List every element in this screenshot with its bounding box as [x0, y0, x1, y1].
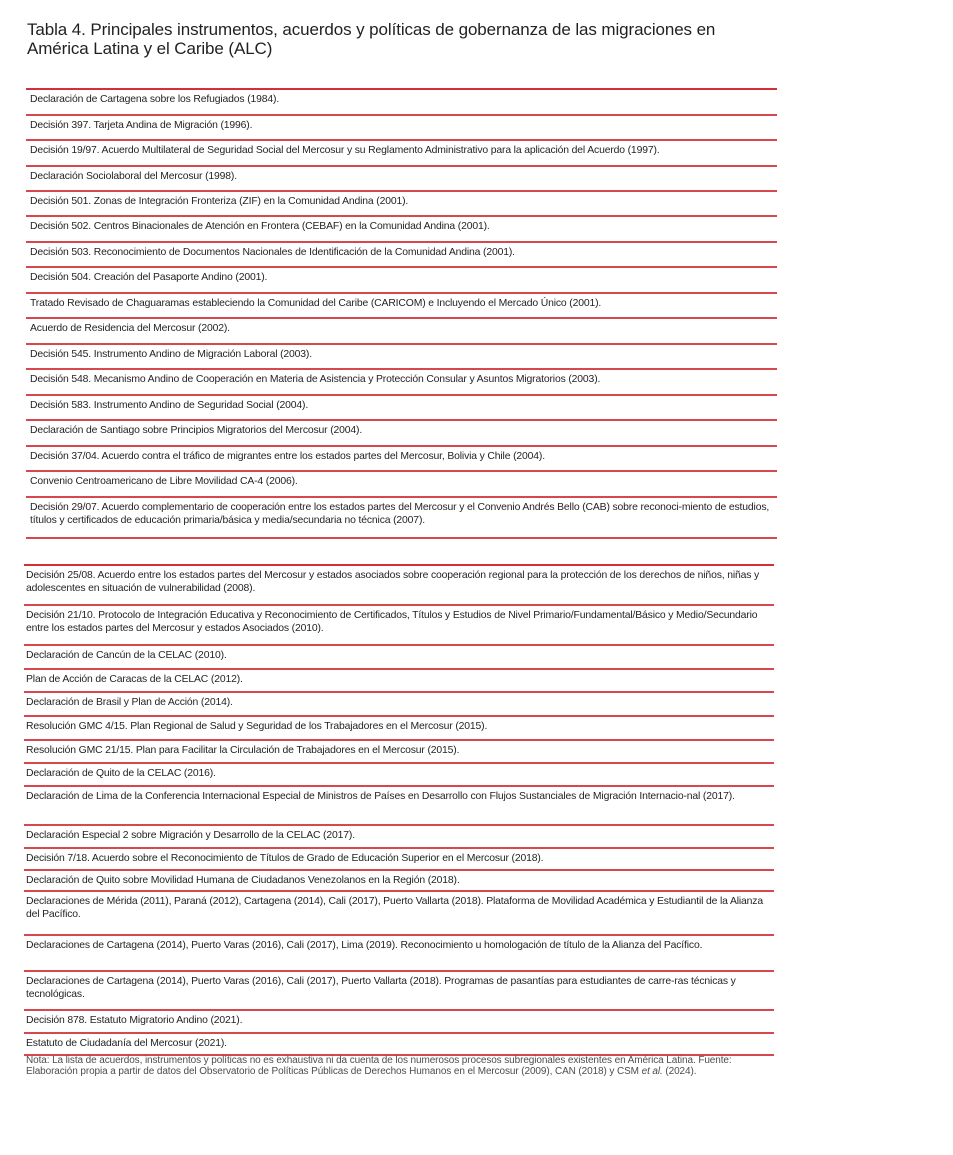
table-row: Decisión 503. Reconocimiento de Documentos Nacionales de Identificación de la Comunidad Andina (2001).: [26, 243, 777, 268]
table-row: Decisión 583. Instrumento Andino de Seguridad Social (2004).: [26, 396, 777, 421]
table-row: Decisión 19/97. Acuerdo Multilateral de Seguridad Social del Mercosur y su Reglamento Administrativo para la aplicación del Acuerdo (1997).: [26, 141, 777, 167]
table-block-1: [26, 88, 777, 539]
table-title: Tabla 4. Principales instrumentos, acuerdos y políticas de gobernanza de las migraciones en América Latina y el Caribe (ALC): [27, 20, 716, 58]
table-row: Declaración Especial 2 sobre Migración y Desarrollo de la CELAC (2017).: [24, 826, 774, 849]
table-row: Decisión 21/10. Protocolo de Integración Educativa y Reconocimiento de Certificados, Títulos y Estudios de Nivel Primario/Fundamental/Básico y Medio/Secundario entre los estados partes del Mercosur y estados Asociados (2010).: [24, 606, 774, 646]
table-row: Declaración Sociolaboral del Mercosur (1998).: [26, 167, 777, 192]
note-text-end: (2024).: [662, 1065, 697, 1077]
note-text: Nota: La lista de acuerdos, instrumentos y políticas no es exhaustiva ni da cuenta de los numerosos procesos subregionales existentes en América Latina. Fuente: Elaboración propia a partir de datos del Observatorio de Políticas Públicas de Derechos Humanos en el Mercosur (2009), CAN (2018) y CSM: [26, 1055, 732, 1077]
table-row: Declaración de Santiago sobre Principios Migratorios del Mercosur (2004).: [26, 421, 777, 447]
table-row: Decisión 397. Tarjeta Andina de Migración (1996).: [26, 116, 777, 141]
table-row: Declaración de Quito sobre Movilidad Humana de Ciudadanos Venezolanos en la Región (2018).: [24, 871, 774, 892]
table-note: [26, 1056, 766, 1077]
table-row: Decisión 548. Mecanismo Andino de Cooperación en Materia de Asistencia y Protección Consular y Asuntos Migratorios (2003).: [26, 370, 777, 396]
table-row: Declaración de Quito de la CELAC (2016).: [24, 764, 774, 787]
table-row: Declaración de Cartagena sobre los Refugiados (1984).: [26, 90, 777, 116]
table-row: Decisión 504. Creación del Pasaporte Andino (2001).: [26, 268, 777, 294]
table-row: Convenio Centroamericano de Libre Movilidad CA-4 (2006).: [26, 472, 777, 498]
table-row: Declaración de Cancún de la CELAC (2010).: [24, 646, 774, 670]
table-row: Decisión 501. Zonas de Integración Fronteriza (ZIF) en la Comunidad Andina (2001).: [26, 192, 777, 217]
table-row: Declaraciones de Cartagena (2014), Puerto Varas (2016), Cali (2017), Puerto Vallarta (2018). Programas de pasantías para estudiantes de carre-ras técnicas y tecnológicas.: [24, 972, 774, 1011]
table-row: Tratado Revisado de Chaguaramas estableciendo la Comunidad del Caribe (CARICOM) e Incluyendo el Mercado Único (2001).: [26, 294, 777, 319]
table-row: Resolución GMC 4/15. Plan Regional de Salud y Seguridad de los Trabajadores en el Mercosur (2015).: [24, 717, 774, 741]
table-row: Decisión 29/07. Acuerdo complementario de cooperación entre los estados partes del Mercosur y el Convenio Andrés Bello (CAB) sobre reconoci-miento de estudios, títulos y certificados de educación primaria/básica y media/secundaria no técnica (2007).: [26, 498, 777, 539]
table-row: Declaración de Brasil y Plan de Acción (2014).: [24, 693, 774, 717]
table-row: Decisión 545. Instrumento Andino de Migración Laboral (2003).: [26, 345, 777, 370]
table-row: Decisión 502. Centros Binacionales de Atención en Frontera (CEBAF) en la Comunidad Andina (2001).: [26, 217, 777, 243]
table-row: Declaraciones de Mérida (2011), Paraná (2012), Cartagena (2014), Cali (2017), Puerto Vallarta (2018). Plataforma de Movilidad Académica y Estudiantil de la Alianza del Pacífico.: [24, 892, 774, 936]
table-row: Declaraciones de Cartagena (2014), Puerto Varas (2016), Cali (2017), Lima (2019). Reconocimiento u homologación de título de la Alianza del Pacífico.: [24, 936, 774, 972]
table-row: Estatuto de Ciudadanía del Mercosur (2021).: [24, 1034, 774, 1056]
table-row: Decisión 878. Estatuto Migratorio Andino (2021).: [24, 1011, 774, 1034]
table-row: Declaración de Lima de la Conferencia Internacional Especial de Ministros de Países en Desarrollo con Flujos Sustanciales de Migración Internacio-nal (2017).: [24, 787, 774, 826]
table-row: Decisión 7/18. Acuerdo sobre el Reconocimiento de Títulos de Grado de Educación Superior en el Mercosur (2018).: [24, 849, 774, 871]
table-block-2: [24, 564, 774, 1056]
table-row: Acuerdo de Residencia del Mercosur (2002).: [26, 319, 777, 345]
table-row: Decisión 37/04. Acuerdo contra el tráfico de migrantes entre los estados partes del Mercosur, Bolivia y Chile (2004).: [26, 447, 777, 472]
note-italic: et al.: [641, 1065, 663, 1077]
table-row: Resolución GMC 21/15. Plan para Facilitar la Circulación de Trabajadores en el Mercosur (2015).: [24, 741, 774, 764]
table-row: Decisión 25/08. Acuerdo entre los estados partes del Mercosur y estados asociados sobre cooperación regional para la protección de los derechos de niños, niñas y adolescentes en situación de vulnerabilidad (2008).: [24, 566, 774, 606]
table-row: Plan de Acción de Caracas de la CELAC (2012).: [24, 670, 774, 693]
